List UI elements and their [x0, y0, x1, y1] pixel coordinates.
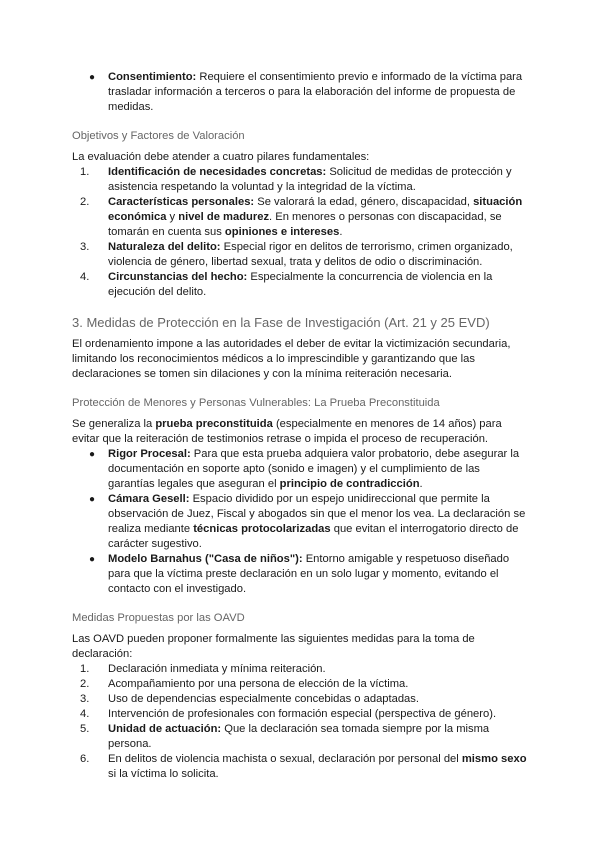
item-emphasis: opiniones e intereses [224, 226, 340, 238]
bullet-icon: ● [89, 554, 96, 565]
item-label: Circunstancias del hecho: [108, 271, 248, 283]
item-emphasis: técnicas protocolarizadas [193, 523, 331, 535]
item-number: 3. [80, 241, 90, 253]
item-text: Intervención de profesionales con formación especial (perspectiva de género). [108, 708, 497, 720]
list-item [72, 552, 528, 597]
list-item [72, 195, 528, 240]
bullet-icon: ● [89, 449, 96, 460]
list-item [72, 707, 528, 722]
oavd-heading: Medidas Propuestas por las OAVD [72, 612, 245, 624]
oavd-list [72, 662, 528, 782]
item-text: que evitan el interrogatorio directo de carácter sugestivo. [108, 523, 519, 550]
item-label: Características personales: [108, 196, 255, 208]
item-number: 1. [80, 663, 90, 675]
oavd-intro: Las OAVD pueden proponer formalmente las siguientes medidas para la toma de declaración: [72, 633, 475, 660]
item-text: . [339, 226, 343, 238]
objectives-list [72, 165, 528, 300]
item-number: 1. [80, 166, 90, 178]
item-emphasis: nivel de madurez [178, 211, 270, 223]
item-text: y [166, 211, 179, 223]
item-label: Rigor Procesal: [108, 448, 191, 460]
item-text: Que la declaración sea tomada siempre por la misma persona. [108, 723, 490, 750]
item-label: Unidad de actuación: [108, 723, 222, 735]
list-item [72, 752, 528, 782]
item-text: si la víctima lo solicita. [108, 768, 219, 780]
item-text: . En menores o personas con discapacidad, se tomarán en cuenta sus [108, 211, 502, 238]
section-heading: 3. Medidas de Protección en la Fase de Investigación (Art. 21 y 25 EVD) [72, 315, 490, 330]
intro-text: (especialmente en menores de 14 años) para evitar que la reiteración de testimonios retrase o impida el proceso de recuperación. [72, 418, 502, 445]
item-text: Uso de dependencias especialmente concebidas o adaptadas. [108, 693, 419, 705]
item-emphasis: principio de contradicción [279, 478, 420, 490]
list-item [72, 492, 528, 552]
item-text: Especial rigor en delitos de terrorismo, crimen organizado, violencia de género, libertad sexual, trata y delitos de odio o discriminación. [108, 241, 513, 268]
consent-label: Consentimiento: [108, 71, 197, 83]
item-text: Se valorará la edad, género, discapacidad, [254, 196, 474, 208]
intro-emphasis: prueba preconstituida [155, 418, 273, 430]
minors-list [72, 447, 528, 597]
item-emphasis: mismo sexo [461, 753, 527, 765]
bullet-icon: ● [89, 494, 96, 505]
item-text: . [419, 478, 423, 490]
item-text: Entorno amigable y respetuoso diseñado para que la víctima preste declaración en un solo lugar y momento, evitando el contacto con el investigado. [108, 553, 510, 595]
list-item [72, 662, 528, 677]
item-number: 5. [80, 723, 90, 735]
list-item [72, 692, 528, 707]
bullet-icon: ● [89, 72, 96, 83]
list-item [72, 447, 528, 492]
section-intro: El ordenamiento impone a las autoridades el deber de evitar la victimización secundaria, limitando los reconocimientos médicos a lo imprescindible y garantizando que las declaraciones se tomen sin dilaciones y con la mínima reiteración necesaria. [72, 338, 511, 380]
item-number: 6. [80, 753, 90, 765]
item-text: Declaración inmediata y mínima reiteración. [108, 663, 326, 675]
minors-heading: Protección de Menores y Personas Vulnerables: La Prueba Preconstituida [72, 397, 440, 409]
item-number: 2. [80, 678, 90, 690]
item-text: Solicitud de medidas de protección y asistencia respetando la voluntad y la integridad de la víctima. [108, 166, 512, 193]
item-label: Modelo Barnahus ("Casa de niños"): [108, 553, 303, 565]
consent-list [72, 70, 528, 115]
item-text: Espacio dividido por un espejo unidireccional que permite la observación de Juez, Fiscal y abogados sin que el menor los vea. La declaración se realiza mediante [108, 493, 526, 535]
intro-text: Se generaliza la [72, 418, 156, 430]
item-number: 2. [80, 196, 90, 208]
item-number: 3. [80, 693, 90, 705]
list-item [72, 722, 528, 752]
item-number: 4. [80, 271, 90, 283]
item-label: Naturaleza del delito: [108, 241, 221, 253]
item-emphasis: situación económica [108, 196, 523, 223]
list-item [72, 165, 528, 195]
document-page [72, 70, 528, 782]
minors-intro [72, 417, 528, 447]
list-item [72, 270, 528, 300]
item-number: 4. [80, 708, 90, 720]
item-text: Para que esta prueba adquiera valor probatorio, debe asegurar la documentación en soporte apto (sonido e imagen) y el cumplimiento de las garantías legales que aseguran el [108, 448, 520, 490]
item-text: Especialmente la concurrencia de violencia en la ejecución del delito. [108, 271, 493, 298]
item-text: En delitos de violencia machista o sexual, declaración por personal del [108, 753, 462, 765]
objectives-intro: La evaluación debe atender a cuatro pilares fundamentales: [72, 151, 370, 163]
list-item [72, 240, 528, 270]
objectives-heading: Objetivos y Factores de Valoración [72, 130, 245, 142]
list-item [72, 70, 528, 115]
item-label: Identificación de necesidades concretas: [108, 166, 327, 178]
consent-text: Requiere el consentimiento previo e informado de la víctima para trasladar información a terceros o para la elaboración del informe de propuesta de medidas. [108, 71, 523, 113]
item-label: Cámara Gesell: [108, 493, 190, 505]
list-item [72, 677, 528, 692]
item-text: Acompañamiento por una persona de elección de la víctima. [108, 678, 409, 690]
